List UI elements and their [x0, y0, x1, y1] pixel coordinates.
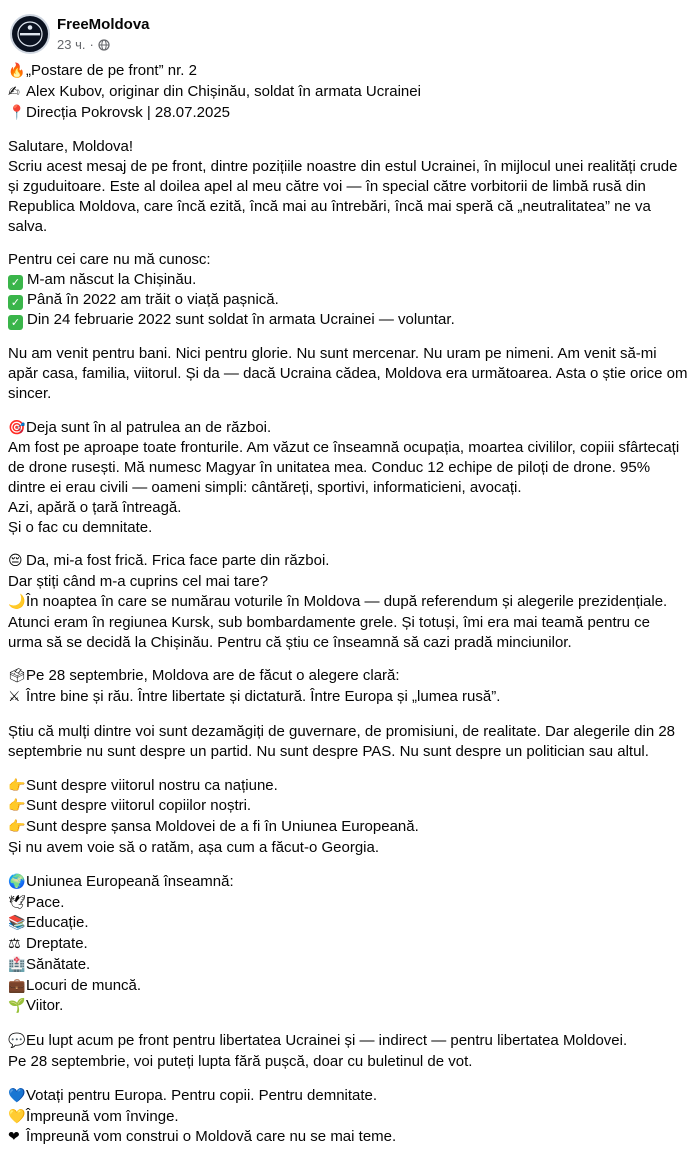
page-avatar[interactable]: [10, 14, 50, 54]
check-mark-icon: ✓: [8, 275, 23, 290]
pin-icon: 📍: [8, 104, 26, 121]
list-item: 💼Locuri de muncă.: [8, 976, 688, 997]
greeting: Salutare, Moldova!: [8, 138, 134, 156]
paragraph-fear: 😔 Da, mi-a fost frică. Frica face parte din război. Dar știți când m-a cuprins cel mai tare? 🌙În noaptea în care se numărau voturile în Moldova — după referendum și alegerile prezidențiale. Atunci eram în regiunea Kursk, sub bombardamente grele. Și totuși, îmi era mai teamă pentru ce urma să se decidă la Chișinău. Pentru că știu ce înseamnă să cazi pradă minciunilor.: [8, 552, 668, 651]
post-header: [8, 14, 678, 56]
paragraph-fight: 💬Eu lupt acum pe front pentru libertatea Ucrainei și — indirect — pentru libertatea Moldovei. Pe 28 septembrie, voi puteți lupta fără pușcă, doar cu buletinul de vot.: [8, 1032, 628, 1071]
about-lead: Pentru cei care nu mă cunosc:: [8, 251, 211, 269]
scales-icon: ⚖: [8, 936, 21, 953]
list-item: 📚Educație.: [8, 913, 688, 934]
list-item: ✓ M-am născut la Chișinău.: [8, 270, 688, 290]
list-item: ⚖ Dreptate.: [8, 934, 688, 955]
hospital-icon: 🏥: [8, 956, 26, 973]
post-time[interactable]: 23 ч.: [57, 37, 86, 52]
speech-bubble-icon: 💬: [8, 1033, 26, 1050]
list-item: 👉Sunt despre viitorul nostru ca națiune.: [8, 776, 688, 797]
list-item: ✓ Din 24 februarie 2022 sunt soldat în armata Ucrainei — voluntar.: [8, 310, 688, 330]
paragraph-why: Nu am venit pentru bani. Nici pentru glorie. Nu sunt mercenar. Nu uram pe nimeni. Am venit să-mi apăr casa, familia, viitorul. Și da — dacă Ucraina cădea, Moldova era următoarea. Asta o știe orice om sincer.: [8, 345, 688, 402]
dove-icon: 🕊: [8, 894, 26, 911]
check-mark-icon: ✓: [8, 315, 23, 330]
post-series-title: „Postare de pe front” nr. 2: [26, 62, 197, 79]
post-author: Alex Kubov, originar din Chișinău, soldat în armata Ucrainei: [26, 82, 421, 100]
list-item: 🕊Pace.: [8, 893, 688, 914]
list-item: 🌱Viitor.: [8, 996, 688, 1017]
globe-europe-icon: 🌍: [8, 873, 26, 890]
pointing-right-icon: 👉: [8, 819, 26, 836]
paragraph-disappointed: Știu că mulți dintre voi sunt dezamăgiți de guvernare, de promisiuni, de realitate. Dar alegerile din 28 septembrie nu sunt despre un partid. Nu sunt despre PAS. Nu sunt despre un politician sau altul.: [8, 722, 676, 760]
intro-text: Scriu acest mesaj de pe front, dintre pozițiile noastre din estul Ucrainei, în mijlocul unei realități crude și zguduitoare. Este al doilea apel al meu către voi — în special către vorbitorii de limbă rusă din Republica Moldova, care încă ezită, încă mai au întrebări, încă mai speră că „neutralitatea” ne va salva.: [8, 158, 678, 235]
paragraph-intro: [8, 137, 688, 236]
red-heart-icon: ❤: [8, 1129, 20, 1146]
check-mark-icon: ✓: [8, 295, 23, 310]
page-logo-icon: [12, 16, 48, 52]
list-item: 👉Sunt despre șansa Moldovei de a fi în Uniunea Europeană.: [8, 817, 688, 838]
seedling-icon: 🌱: [8, 998, 26, 1015]
paragraph-vote: 🗳Pe 28 septembrie, Moldova are de făcut o alegere clară: ⚔ Între bine și rău. Între libertate și dictatură. Între Europa și „lumea rusă”.: [8, 666, 688, 708]
pointing-right-icon: 👉: [8, 798, 26, 815]
meta-separator: ·: [89, 37, 94, 52]
target-icon: 🎯: [8, 419, 26, 436]
list-item: ✓ Până în 2022 am trăit o viață pașnică.: [8, 290, 688, 310]
paragraph-war: 🎯Deja sunt în al patrulea an de război. Am fost pe aproape toate fronturile. Am văzut ce înseamnă ocupația, moartea civililor, copiii sfârtecați de drone rusești. Mă numesc Magyar în unitatea mea. Conduc 12 echipe de piloți de drone. 95% dintre ei erau civili — oameni simpli: cântăreți, sportivi, informaticieni, avocați. Azi, apără o țară întreagă. Și o fac cu demnitate.: [8, 418, 680, 536]
pensive-face-icon: 😔: [8, 553, 23, 570]
list-item: 👉Sunt despre viitorul copiilor noștri.: [8, 796, 688, 817]
briefcase-icon: 💼: [8, 977, 26, 994]
page-name[interactable]: FreeMoldova: [57, 16, 150, 33]
post-location-date: Direcția Pokrovsk | 28.07.2025: [26, 103, 231, 121]
post-body: [8, 61, 688, 1162]
post-meta: [57, 37, 110, 52]
paragraph-about: [8, 250, 688, 330]
books-icon: 📚: [8, 915, 26, 932]
ballot-box-icon: 🗳: [8, 668, 26, 685]
moon-icon: 🌙: [8, 593, 26, 610]
list-item: 🏥Sănătate.: [8, 955, 688, 976]
paragraph-end: 💙Votați pentru Europa. Pentru copii. Pentru demnitate. 💛Împreună vom învinge. ❤ Împreună vom construi o Moldovă care nu se mai teme.: [8, 1086, 688, 1148]
paragraph-future: 👉Sunt despre viitorul nostru ca națiune. 👉Sunt despre viitorul copiilor noștri. 👉Sunt despre șansa Moldovei de a fi în Uniunea Europeană. Și nu avem voie să o ratăm, așa cum a făcut-o Georgia.: [8, 776, 688, 858]
paragraph-eu: 🌍Uniunea Europeană înseamnă: 🕊Pace. 📚Educație. ⚖ Dreptate. 🏥Sănătate. 💼Locuri de muncă. 🌱Viitor.: [8, 872, 688, 1018]
crossed-swords-icon: ⚔: [8, 689, 21, 706]
post-heading: [8, 61, 688, 123]
fire-icon: 🔥: [8, 63, 26, 79]
globe-icon[interactable]: [98, 39, 110, 51]
pointing-right-icon: 👉: [8, 777, 26, 794]
yellow-heart-icon: 💛: [8, 1108, 26, 1125]
blue-heart-icon: 💙: [8, 1087, 26, 1104]
writing-hand-icon: ✍: [8, 83, 20, 100]
